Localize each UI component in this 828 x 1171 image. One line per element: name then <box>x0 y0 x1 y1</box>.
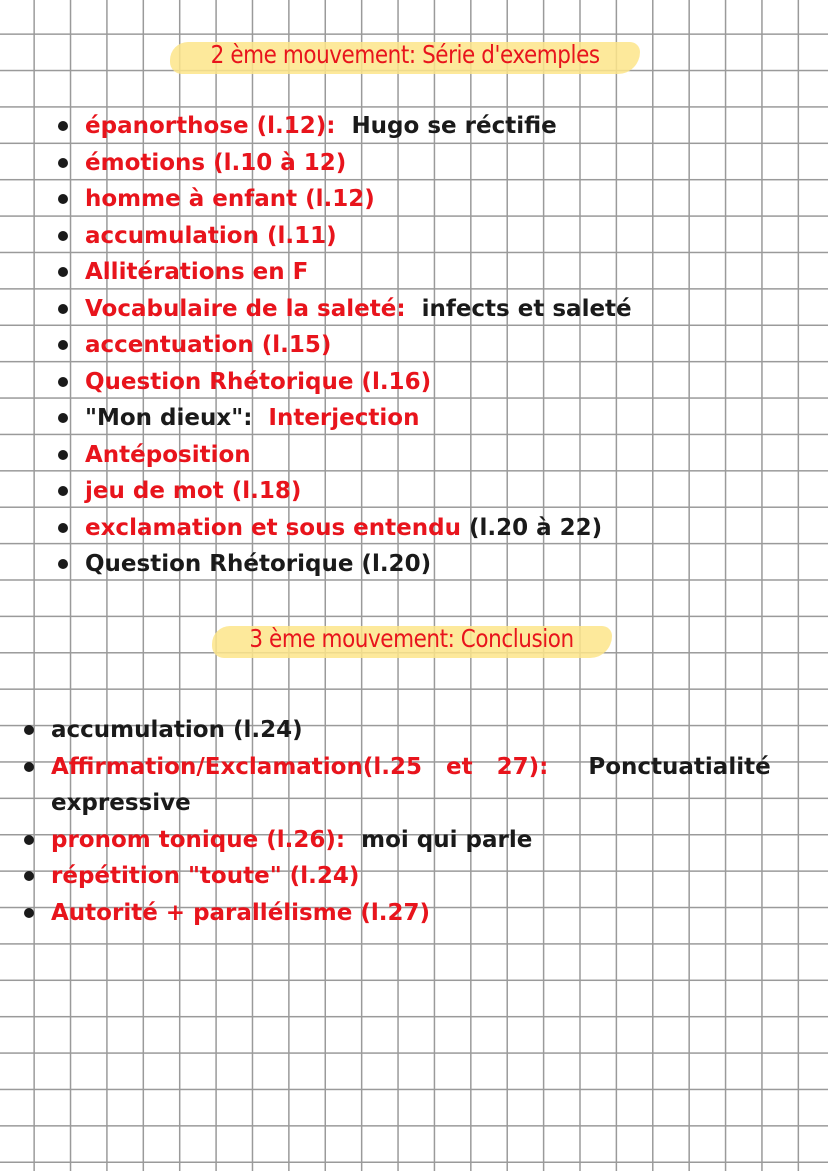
list-item <box>23 822 821 859</box>
red-term: épanorthose (l.12): <box>85 113 336 139</box>
black-note: (l.20 à 22) <box>468 514 603 541</box>
red-term: pronom tonique (l.26): <box>51 826 346 853</box>
black-note: "Mon dieux": <box>85 405 253 431</box>
list-item <box>57 546 632 583</box>
red-term: jeu de mot (l.18) <box>85 478 302 504</box>
list-item <box>57 473 632 510</box>
red-term: Question Rhétorique (l.16) <box>85 368 432 395</box>
red-term: accentuation (l.15) <box>85 332 332 358</box>
list-item <box>57 181 632 218</box>
red-term: accumulation (l.11) <box>85 222 337 249</box>
red-term: Affirmation/Exclamation(l.25 et 27): <box>51 753 549 780</box>
red-term: Autorité + parallélisme (l.27) <box>51 899 430 926</box>
list-item <box>57 327 632 364</box>
list-item <box>57 145 632 182</box>
red-term: exclamation et sous entendu <box>85 514 461 541</box>
list-item <box>57 291 632 328</box>
list-item <box>23 712 821 749</box>
black-note: Question Rhétorique (l.20) <box>85 551 432 577</box>
red-term: Interjection <box>268 405 420 431</box>
black-note: Ponctuatialité expressive <box>51 753 771 816</box>
list-item <box>23 895 821 932</box>
list-item <box>23 749 821 822</box>
list-item <box>23 858 821 895</box>
list-item <box>57 400 632 437</box>
list-item <box>57 364 632 401</box>
red-term: Antéposition <box>85 441 251 468</box>
list-item <box>57 108 632 145</box>
red-term: Vocabulaire de la saleté: <box>85 295 406 322</box>
section-2-list <box>57 108 632 583</box>
list-item <box>57 437 632 474</box>
section-2-title: 2 ème mouvement: Série d'exemples <box>210 39 600 69</box>
red-term: émotions (l.10 à 12) <box>85 149 347 176</box>
black-note: moi qui parle <box>361 826 533 853</box>
section-3-list <box>23 712 821 931</box>
list-item <box>57 510 632 547</box>
section-2-heading <box>170 30 640 78</box>
black-note: accumulation (l.24) <box>51 717 303 743</box>
section-3-title: 3 ème mouvement: Conclusion <box>249 623 575 653</box>
red-term: Allitérations en F <box>85 259 309 285</box>
list-item <box>57 218 632 255</box>
red-term: répétition "toute" (l.24) <box>51 863 360 889</box>
section-3-heading <box>212 614 612 662</box>
red-term: homme à enfant (l.12) <box>85 186 375 212</box>
list-item <box>57 254 632 291</box>
black-note: infects et saleté <box>421 295 632 322</box>
black-note: Hugo se réctifie <box>351 113 557 139</box>
